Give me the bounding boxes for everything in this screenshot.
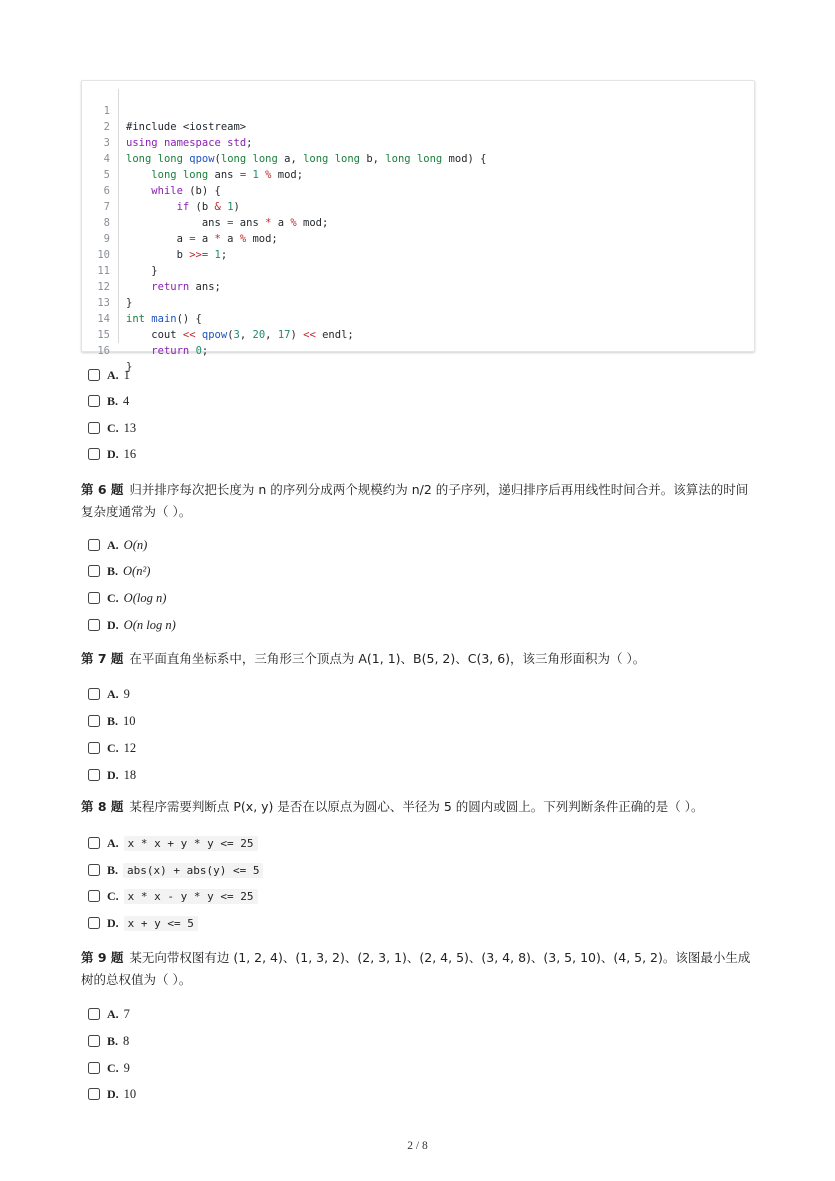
code-text: b >>= 1; bbox=[126, 249, 228, 261]
option-letter: D. bbox=[107, 446, 119, 461]
option-letter: C. bbox=[107, 1060, 119, 1075]
line-number: 14 bbox=[97, 313, 110, 325]
code-text: while (b) { bbox=[151, 185, 221, 197]
option-letter: C. bbox=[107, 740, 119, 755]
checkbox-icon[interactable] bbox=[88, 369, 100, 381]
option-letter: A. bbox=[107, 686, 119, 701]
checkbox-icon[interactable] bbox=[88, 565, 100, 577]
line-number: 2 bbox=[103, 121, 110, 133]
line-number: 3 bbox=[103, 137, 110, 149]
q6-option-d[interactable] bbox=[88, 616, 176, 634]
checkbox-icon[interactable] bbox=[88, 864, 100, 876]
option-text: 13 bbox=[123, 420, 137, 435]
checkbox-icon[interactable] bbox=[88, 539, 100, 551]
question-label: 第 9 题 bbox=[81, 950, 124, 965]
q6-option-c[interactable] bbox=[88, 589, 166, 607]
question-8 bbox=[81, 796, 753, 818]
question-9 bbox=[81, 947, 753, 991]
code-line bbox=[82, 87, 754, 133]
q8-option-a[interactable] bbox=[88, 834, 258, 852]
option-letter: A. bbox=[107, 835, 119, 850]
q5-option-d[interactable] bbox=[88, 445, 136, 463]
option-letter: D. bbox=[107, 1086, 119, 1101]
q5-option-a[interactable] bbox=[88, 366, 130, 384]
checkbox-icon[interactable] bbox=[88, 837, 100, 849]
option-text: 10 bbox=[123, 713, 136, 728]
checkbox-icon[interactable] bbox=[88, 688, 100, 700]
code-text: cout << qpow(3, 20, 17) << endl; bbox=[126, 329, 354, 341]
code-text: a = a * a % mod; bbox=[126, 233, 278, 245]
option-letter: B. bbox=[107, 862, 119, 877]
option-text: O(n) bbox=[123, 537, 148, 552]
q7-option-c[interactable] bbox=[88, 739, 136, 757]
code-text: if (b & 1) bbox=[176, 201, 240, 213]
option-text: 9 bbox=[123, 686, 130, 701]
code-text: int main() { bbox=[126, 313, 202, 325]
q7-option-d[interactable] bbox=[88, 766, 136, 784]
option-letter: B. bbox=[107, 563, 119, 578]
checkbox-icon[interactable] bbox=[88, 769, 100, 781]
checkbox-icon[interactable] bbox=[88, 742, 100, 754]
line-number: 10 bbox=[97, 249, 110, 261]
code-text: #include <iostream> bbox=[126, 121, 247, 133]
q9-option-d[interactable] bbox=[88, 1085, 136, 1103]
code-text: } bbox=[126, 297, 133, 309]
code-text: ans = ans * a % mod; bbox=[126, 217, 329, 229]
line-number: 5 bbox=[103, 169, 110, 181]
option-letter: A. bbox=[107, 537, 119, 552]
question-label: 第 7 题 bbox=[81, 651, 124, 666]
page-number: 2 / 8 bbox=[407, 1140, 428, 1152]
option-letter: A. bbox=[107, 367, 119, 382]
question-text: 某无向带权图有边 (1, 2, 4)、(1, 3, 2)、(2, 3, 1)、(2, 4, 5)、(3, 4, 8)、(3, 5, 10)、(4, 5, 2)。该图最小生成树的总权值为（ ）。 bbox=[81, 950, 751, 987]
option-letter: D. bbox=[107, 617, 119, 632]
option-code: x * x + y * y <= 25 bbox=[124, 836, 258, 851]
checkbox-icon[interactable] bbox=[88, 1008, 100, 1020]
option-text: 16 bbox=[123, 446, 137, 461]
checkbox-icon[interactable] bbox=[88, 592, 100, 604]
q6-option-a[interactable] bbox=[88, 536, 147, 554]
q5-option-b[interactable] bbox=[88, 392, 129, 410]
code-text: long long qpow(long long a, long long b, long long mod) { bbox=[126, 153, 487, 165]
code-text: long long ans = 1 % mod; bbox=[151, 169, 304, 181]
line-number: 9 bbox=[103, 233, 110, 245]
line-number: 6 bbox=[103, 185, 110, 197]
question-7 bbox=[81, 648, 753, 670]
option-letter: C. bbox=[107, 888, 119, 903]
option-text: 4 bbox=[123, 393, 130, 408]
option-text: 18 bbox=[123, 767, 137, 782]
question-text: 在平面直角坐标系中，三角形三个顶点为 A(1, 1)、B(5, 2)、C(3, 6)，该三角形面积为（ ）。 bbox=[129, 651, 646, 666]
question-label: 第 6 题 bbox=[81, 482, 124, 497]
option-letter: D. bbox=[107, 915, 119, 930]
code-text: using namespace std; bbox=[126, 137, 253, 149]
checkbox-icon[interactable] bbox=[88, 422, 100, 434]
option-text: 9 bbox=[123, 1060, 130, 1075]
option-text: 12 bbox=[123, 740, 137, 755]
checkbox-icon[interactable] bbox=[88, 448, 100, 460]
question-6 bbox=[81, 479, 753, 523]
option-text: O(n²) bbox=[123, 563, 151, 578]
line-number: 1 bbox=[103, 105, 110, 117]
code-block bbox=[81, 80, 755, 373]
option-letter: A. bbox=[107, 1006, 119, 1021]
q5-option-c[interactable] bbox=[88, 419, 136, 437]
checkbox-icon[interactable] bbox=[88, 1035, 100, 1047]
q9-option-c[interactable] bbox=[88, 1059, 130, 1077]
question-text: 某程序需要判断点 P(x, y) 是否在以原点为圆心、半径为 5 的圆内或圆上。下列判断条件正确的是（ ）。 bbox=[129, 799, 704, 814]
option-text: 1 bbox=[123, 367, 130, 382]
option-text: O(n log n) bbox=[123, 617, 176, 632]
option-text: 8 bbox=[123, 1033, 130, 1048]
q8-option-d[interactable] bbox=[88, 914, 198, 932]
line-number: 16 bbox=[97, 345, 110, 357]
option-letter: B. bbox=[107, 1033, 119, 1048]
q7-option-b[interactable] bbox=[88, 712, 136, 730]
option-letter: C. bbox=[107, 590, 119, 605]
line-number: 13 bbox=[97, 297, 110, 309]
option-code: x + y <= 5 bbox=[124, 916, 198, 931]
line-number: 11 bbox=[97, 265, 110, 277]
q8-option-b[interactable] bbox=[88, 861, 263, 879]
line-number: 12 bbox=[97, 281, 110, 293]
question-label: 第 8 题 bbox=[81, 799, 124, 814]
option-text: 7 bbox=[123, 1006, 130, 1021]
option-text: 10 bbox=[123, 1086, 137, 1101]
checkbox-icon[interactable] bbox=[88, 619, 100, 631]
checkbox-icon[interactable] bbox=[88, 1088, 100, 1100]
checkbox-icon[interactable] bbox=[88, 715, 100, 727]
q7-option-a[interactable] bbox=[88, 685, 130, 703]
option-letter: C. bbox=[107, 420, 119, 435]
option-code: abs(x) + abs(y) <= 5 bbox=[123, 863, 263, 878]
option-code: x * x - y * y <= 25 bbox=[124, 889, 258, 904]
option-letter: B. bbox=[107, 393, 119, 408]
q9-option-a[interactable] bbox=[88, 1005, 130, 1023]
line-number: 4 bbox=[103, 153, 110, 165]
option-letter: D. bbox=[107, 767, 119, 782]
code-text: return 0; bbox=[151, 345, 209, 357]
q6-option-b[interactable] bbox=[88, 562, 150, 580]
checkbox-icon[interactable] bbox=[88, 395, 100, 407]
q8-option-c[interactable] bbox=[88, 887, 258, 905]
q9-option-b[interactable] bbox=[88, 1032, 129, 1050]
option-letter: B. bbox=[107, 713, 119, 728]
option-text: O(log n) bbox=[123, 590, 167, 605]
code-text: return ans; bbox=[151, 281, 221, 293]
checkbox-icon[interactable] bbox=[88, 890, 100, 902]
question-text: 归并排序每次把长度为 n 的序列分成两个规模约为 n/2 的子序列，递归排序后再用线性时间合并。该算法的时间复杂度通常为（ ）。 bbox=[81, 482, 749, 519]
code-text: } bbox=[126, 361, 133, 373]
line-number: 7 bbox=[103, 201, 110, 213]
checkbox-icon[interactable] bbox=[88, 1062, 100, 1074]
checkbox-icon[interactable] bbox=[88, 917, 100, 929]
code-text: } bbox=[126, 265, 158, 277]
line-number: 8 bbox=[103, 217, 110, 229]
line-number: 15 bbox=[97, 329, 110, 341]
